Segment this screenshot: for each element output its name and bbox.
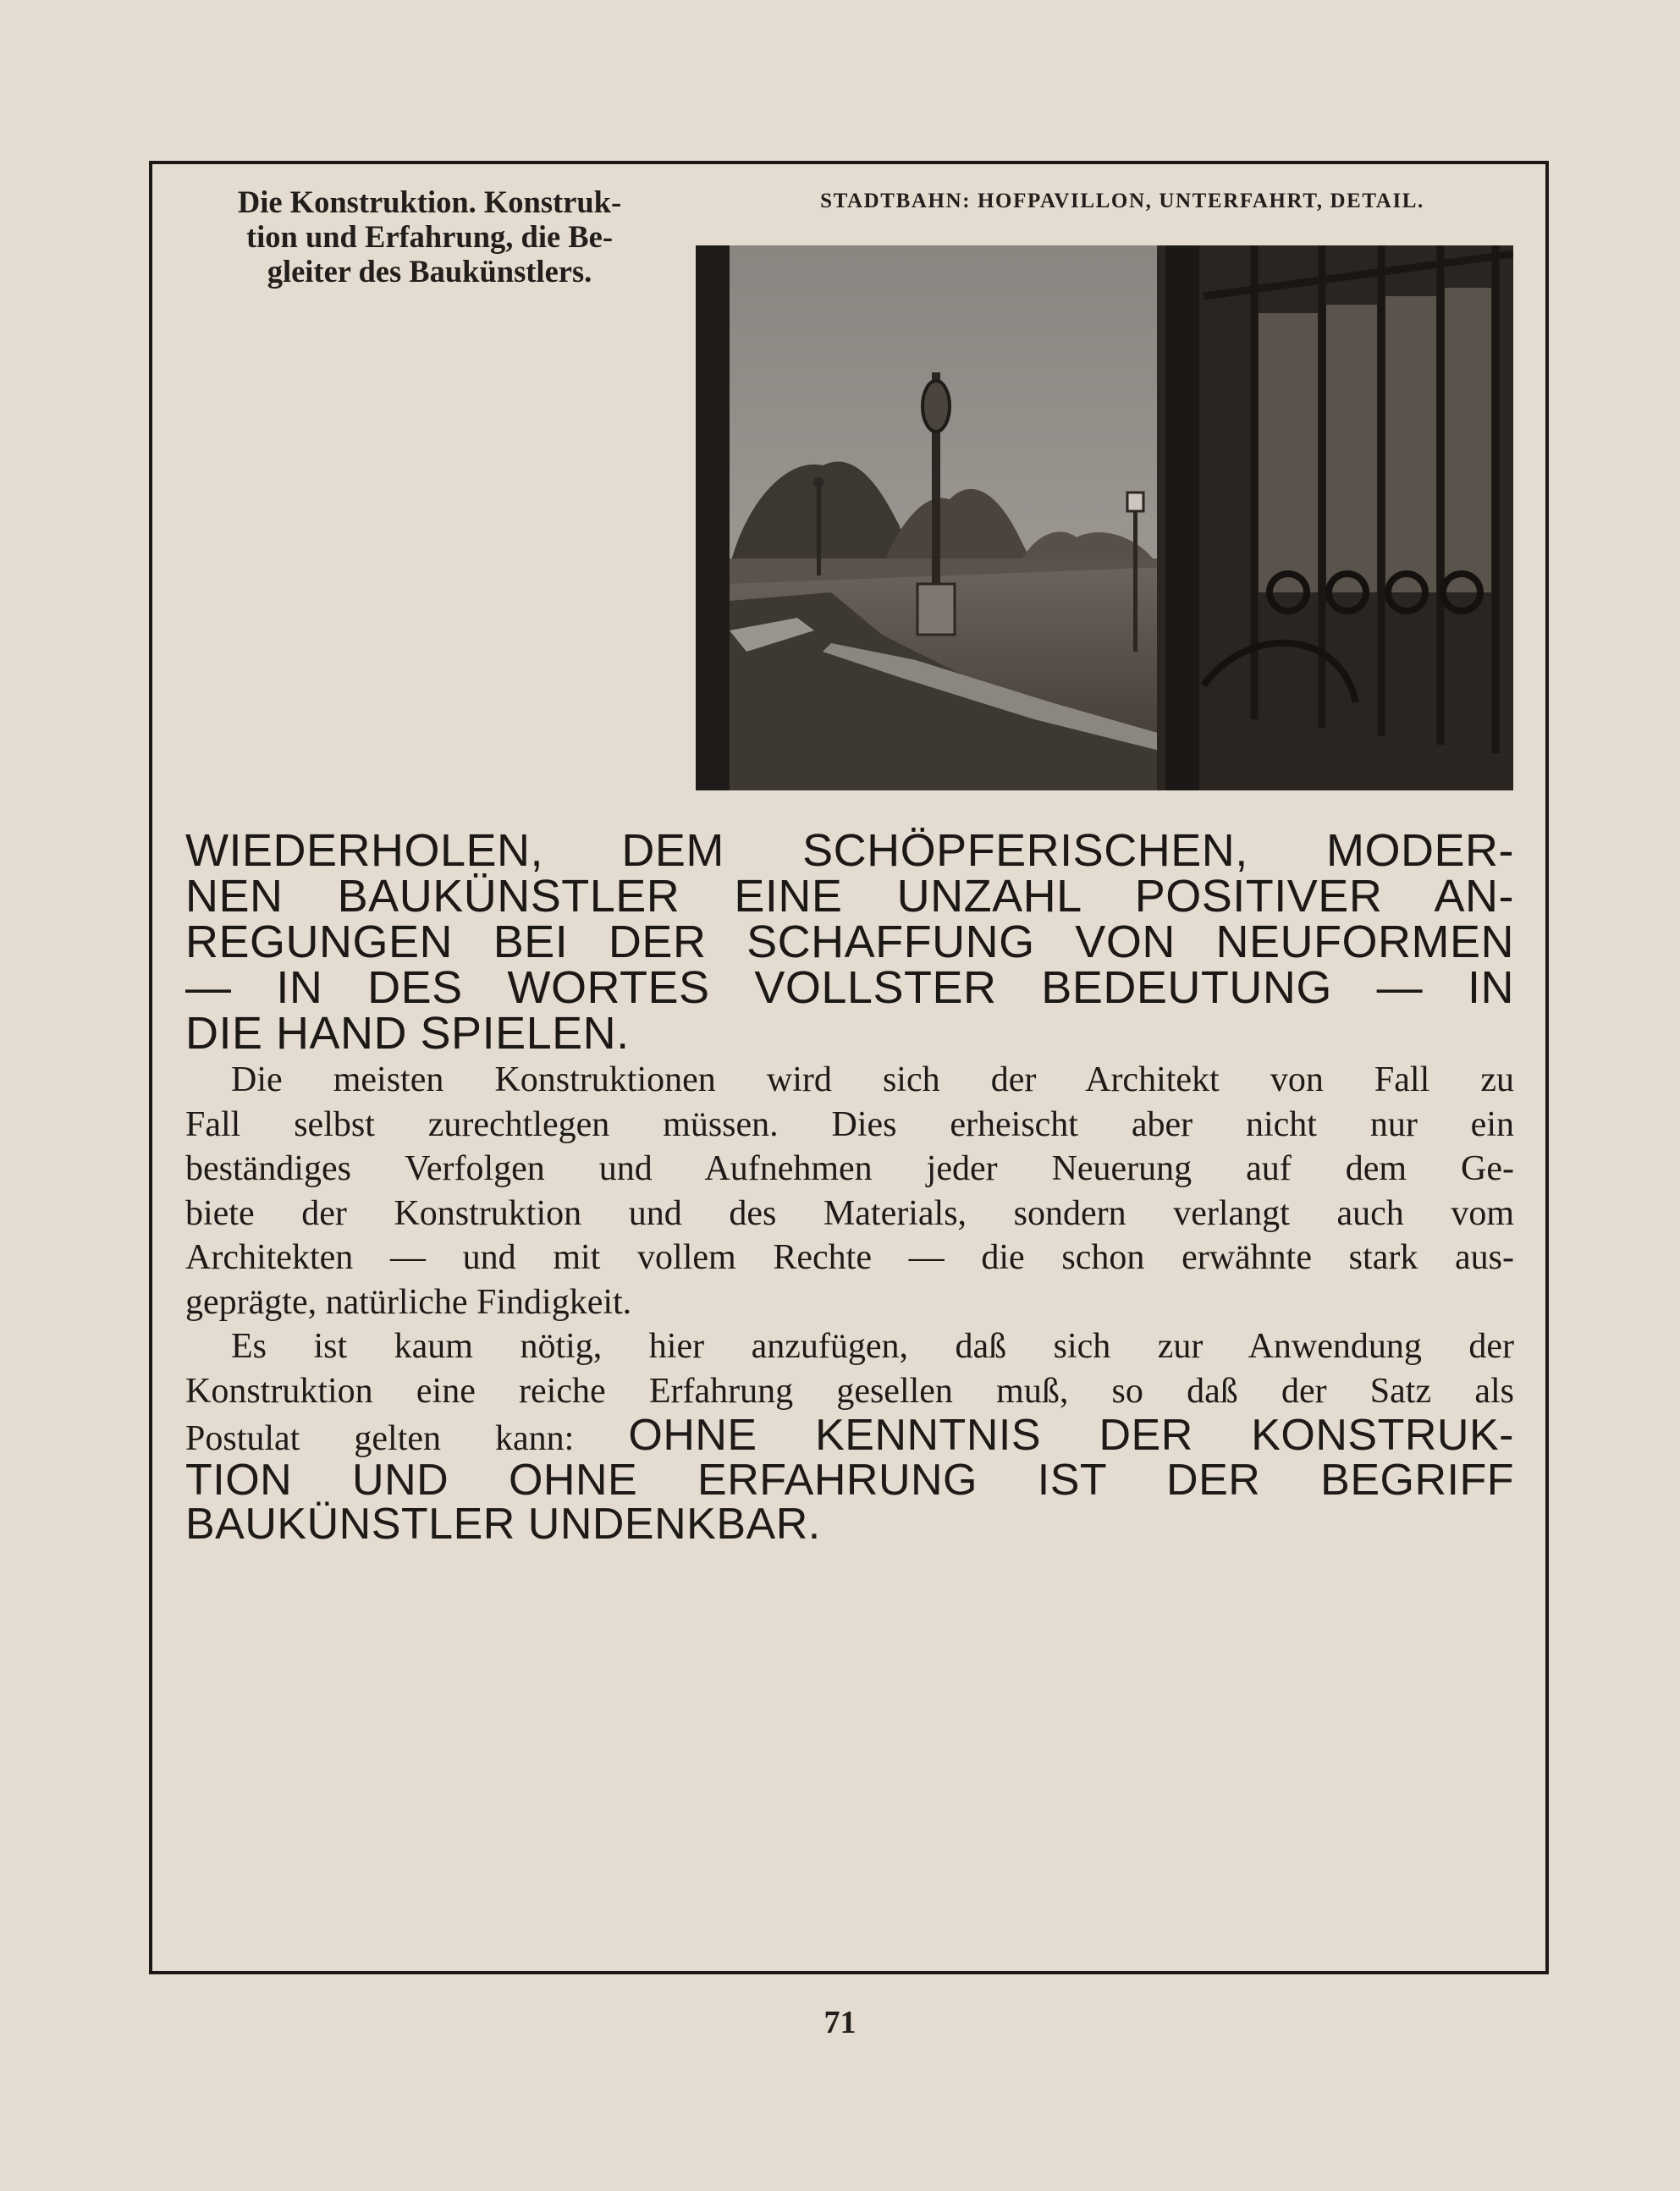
emphasis-caps: OHNE KENNTNIS DER KONSTRUK- [628,1411,1514,1460]
lead-paragraph [185,825,1514,1059]
margin-note-line: tion und Erfahrung, die Be- [245,219,613,254]
paragraph-line: Architekten — und mit vollem Rechte — die schon erwähnte stark aus- [185,1238,1514,1277]
page-number: 71 [823,2005,857,2040]
lead-line: DIE HAND SPIELEN. [185,1008,630,1059]
margin-note-line: gleiter des Baukünstlers. [267,254,592,289]
paragraph-line: geprägte, natürliche Findigkeit. [185,1282,632,1322]
lead-line: — IN DES WORTES VOLLSTER BEDEUTUNG — IN [185,962,1514,1013]
paragraph-line: Konstruktion eine reiche Erfahrung gesellen muß, so daß der Satz als [185,1371,1514,1411]
paragraph-line: biete der Konstruktion und des Materials, sondern verlangt auch vom [185,1193,1514,1233]
paragraph-line: Es ist kaum nötig, hier anzufügen, daß sich zur Anwendung der [231,1327,1514,1366]
lead-line: REGUNGEN BEI DER SCHAFFUNG VON NEUFORMEN [185,917,1514,967]
margin-note [182,184,677,289]
paragraph-line: beständiges Verfolgen und Aufnehmen jeder Neuerung auf dem Ge- [185,1149,1514,1188]
paragraph-line: Die meisten Konstruktionen wird sich der Architekt von Fall zu [231,1060,1514,1099]
paragraph-line-mixed [185,1413,1514,1458]
body-text [185,1058,1514,1547]
emphasis-caps-line: TION UND OHNE ERFAHRUNG IST DER BEGRIFF [185,1455,1514,1505]
paragraph-text: Postulat gelten kann: [185,1419,629,1458]
lead-line: WIEDERHOLEN, DEM SCHÖPFERISCHEN, MODER- [185,825,1514,876]
lead-line: NEN BAUKÜNSTLER EINE UNZAHL POSITIVER AN- [185,871,1514,922]
paragraph-line: Fall selbst zurechtlegen müssen. Dies erheischt aber nicht nur ein [185,1104,1514,1144]
margin-note-line: Die Konstruktion. Konstruk- [237,184,622,219]
photograph-illustration [696,245,1513,790]
station-photograph [696,245,1513,790]
emphasis-caps-line: BAUKÜNSTLER UNDENKBAR. [185,1500,821,1549]
figure-caption: STADTBAHN: HOFPAVILLON, UNTERFAHRT, DETAIL. [820,190,1424,212]
